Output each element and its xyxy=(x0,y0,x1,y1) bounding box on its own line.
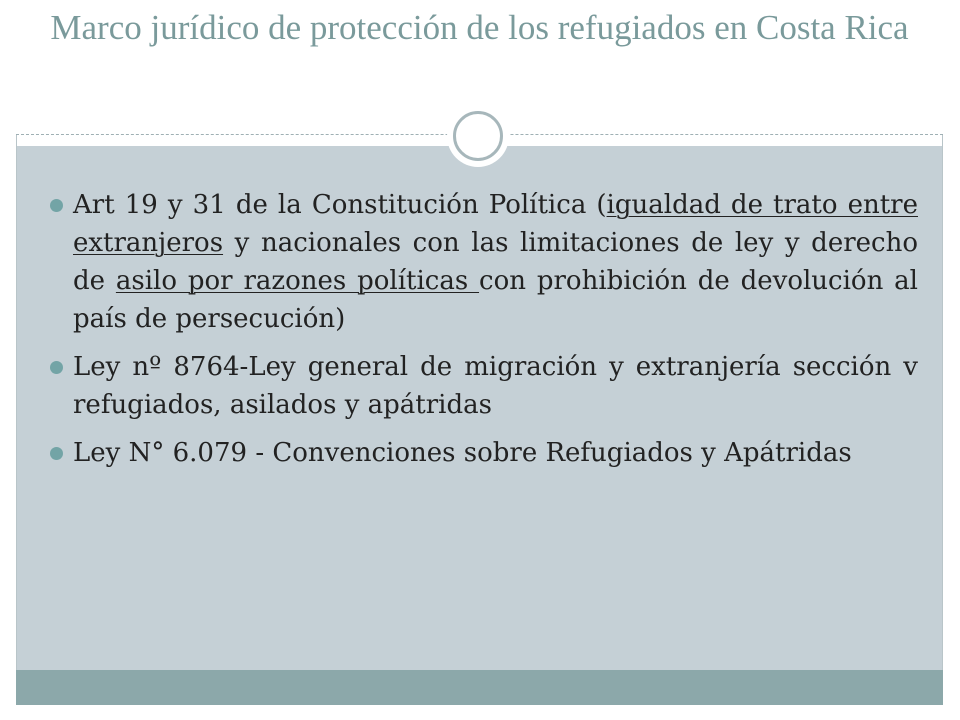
bullet-text-part: con prohibición de devolución al país de persecución) xyxy=(73,266,918,334)
bullet-dot-icon xyxy=(50,361,63,374)
bullet-text-underlined: igualdad de trato entre extranjeros xyxy=(73,190,918,258)
bullet-text-underlined: asilo por razones políticas xyxy=(115,266,480,296)
slide-title: Marco jurídico de protección de los refugiados en Costa Rica xyxy=(50,8,909,47)
bullet-item-constitution xyxy=(50,186,918,338)
footer-bar xyxy=(16,670,943,705)
bullet-text-part: Art 19 y 31 de la Constitución Política ( xyxy=(73,190,607,220)
bullet-dot-icon xyxy=(50,199,63,212)
bullet-text-part: Ley nº 8764-Ley general de migración y extranjería sección v refugiados, asilados y apátridas xyxy=(73,352,918,420)
bullet-dot-icon xyxy=(50,447,63,460)
bullet-item-ley-6079 xyxy=(50,434,918,472)
bullet-item-ley-8764 xyxy=(50,348,918,424)
bullet-text-part: Ley N° 6.079 - Convenciones sobre Refugiados y Apátridas xyxy=(73,438,852,468)
bullet-list xyxy=(50,186,918,482)
ring-icon xyxy=(453,111,503,161)
bullet-text-part: y nacionales con las limitaciones de ley y derecho de xyxy=(73,228,918,296)
